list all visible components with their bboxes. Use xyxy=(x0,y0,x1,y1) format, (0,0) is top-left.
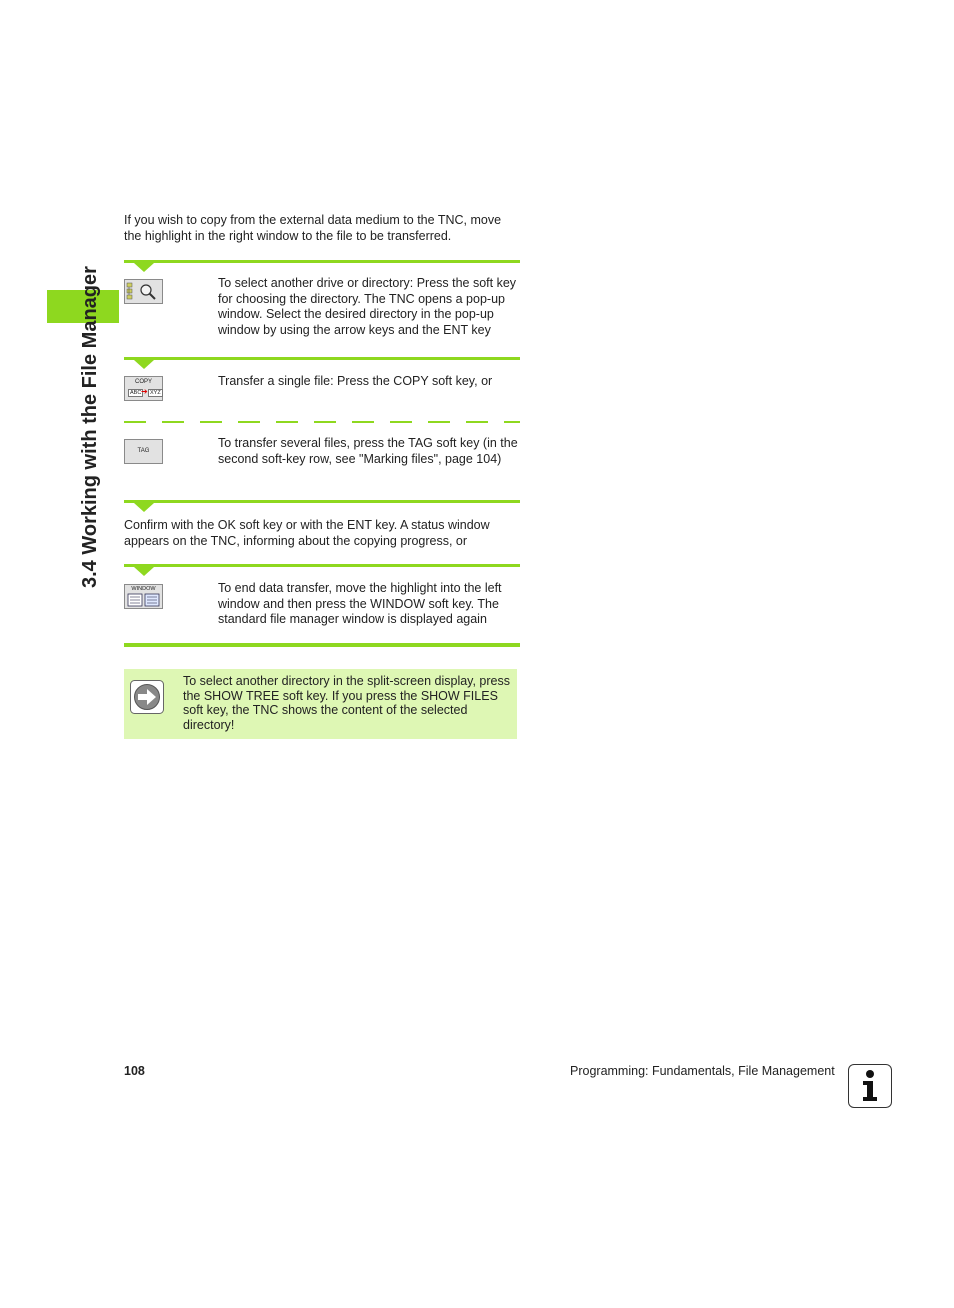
page-number: 108 xyxy=(124,1064,145,1078)
dashed-rule xyxy=(124,421,520,423)
step-text: To transfer several files, press the TAG soft key (in the second soft-key row, see "Marking files", page 104) xyxy=(218,436,518,466)
arrow-right-icon xyxy=(130,680,164,714)
step-text: To end data transfer, move the highlight into the left window and then press the WINDOW soft key. The standard file manager window is displayed again xyxy=(218,581,502,626)
section-rule xyxy=(124,260,520,263)
step-text: To select another drive or directory: Press the soft key for choosing the directory. The TNC opens a pop-up window. Select the desired directory in the pop-up window by using the arrow keys and the ENT key xyxy=(218,276,517,337)
section-rule xyxy=(124,500,520,503)
section-rule xyxy=(124,564,520,567)
copy-target-label: XYZ xyxy=(150,390,161,396)
directory-softkey[interactable] xyxy=(124,279,163,304)
rule-arrow xyxy=(134,263,154,272)
note-text: To select another directory in the split-screen display, press the SHOW TREE soft key. If you press the SHOW FILES soft key, the TNC shows the content of the selected directory! xyxy=(183,674,511,732)
rule-arrow xyxy=(134,567,154,576)
section-rule xyxy=(124,357,520,360)
confirm-paragraph: Confirm with the OK soft key or with the ENT key. A status window appears on the TNC, informing about the copying progress, or xyxy=(124,518,490,548)
chapter-title: Programming: Fundamentals, File Management xyxy=(570,1064,835,1078)
section-end-rule xyxy=(124,643,520,647)
tag-softkey[interactable] xyxy=(124,439,163,464)
directory-tree-icon xyxy=(125,280,162,303)
window-softkey[interactable] xyxy=(124,584,163,609)
softkey-label: TAG xyxy=(137,448,150,454)
copy-source-label: ABC xyxy=(130,390,142,396)
info-icon xyxy=(848,1064,892,1108)
arrow-right-icon: ➔ xyxy=(141,387,148,396)
softkey-label: WINDOW xyxy=(131,586,156,592)
intro-paragraph: If you wish to copy from the external data medium to the TNC, move the highlight in the right window to the file to be transferred. xyxy=(124,213,502,243)
step-text: Transfer a single file: Press the COPY soft key, or xyxy=(218,374,493,388)
copy-softkey[interactable] xyxy=(124,376,163,401)
section-title: 3.4 Working with the File Manager xyxy=(79,266,101,588)
split-window-icon xyxy=(125,593,162,607)
softkey-label: COPY xyxy=(134,379,152,385)
rule-arrow xyxy=(134,360,154,369)
rule-arrow xyxy=(134,503,154,512)
